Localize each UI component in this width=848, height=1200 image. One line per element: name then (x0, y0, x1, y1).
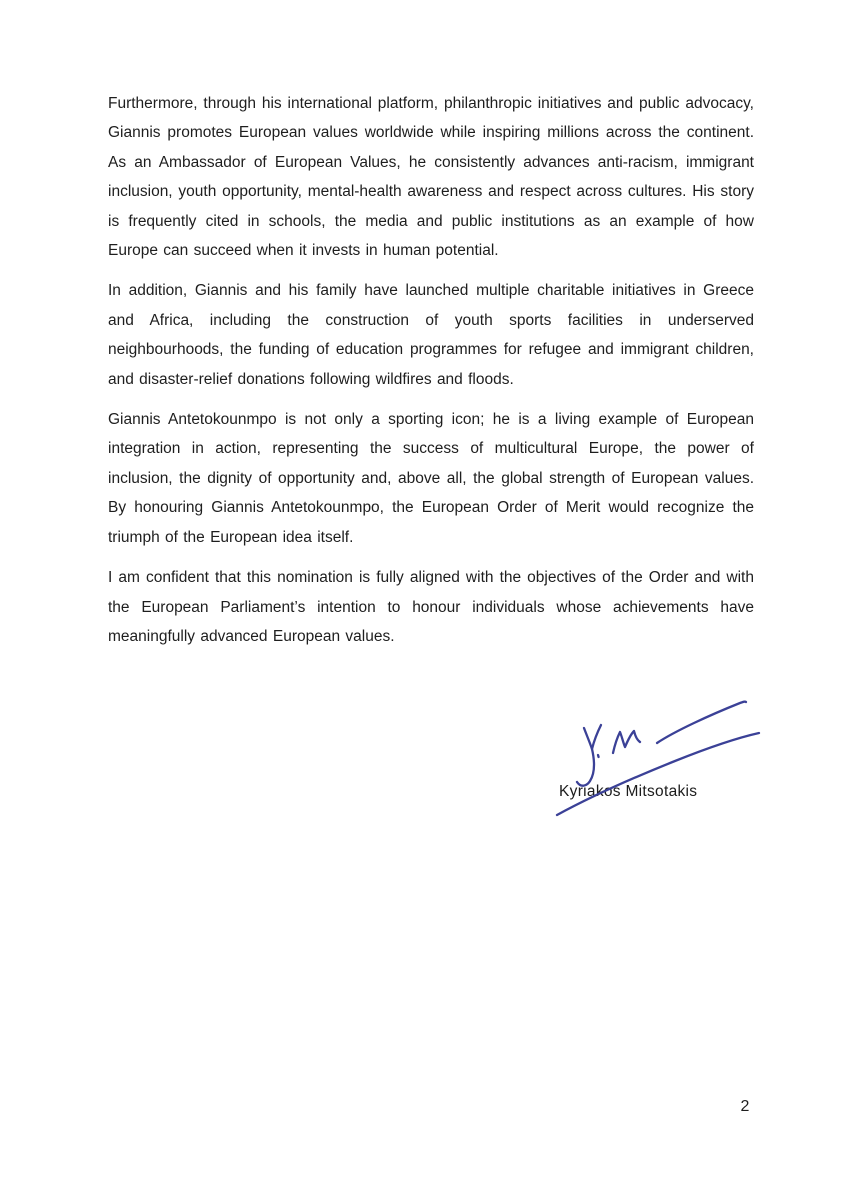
page-number: 2 (740, 1098, 750, 1115)
paragraph-3: Giannis Antetokounmpo is not only a sporting icon; he is a living example of European integration in action, representing the success of multicultural Europe, the power of inclusion, the dignity of opportunity and, above all, the global strength of European values. By honouring Giannis Antetokounmpo, the European Order of Merit would recognize the triumph of the European idea itself. (108, 411, 754, 546)
signature-block (545, 683, 790, 823)
signatory-name: Kyriakos Mitsotakis (559, 783, 698, 800)
paragraph-2: In addition, Giannis and his family have launched multiple charitable initiatives in Greece and Africa, including the construction of youth sports facilities in underserved neighbourhoods, the funding of education programmes for refugee and immigrant children, and disaster-relief donations following wildfires and floods. (108, 282, 754, 388)
letter-body (108, 89, 754, 662)
paragraph-1: Furthermore, through his international platform, philanthropic initiatives and public advocacy, Giannis promotes European values worldwide while inspiring millions across the continent. As an Ambassador of European Values, he consistently advances anti-racism, immigrant inclusion, youth opportunity, mental-health awareness and respect across cultures. His story is frequently cited in schools, the media and public institutions as an example of how Europe can succeed when it invests in human potential. (108, 95, 754, 260)
paragraph-4: I am confident that this nomination is fully aligned with the objectives of the Order and with the European Parliament’s intention to honour individuals whose achievements have meaningfully advanced European values. (108, 569, 754, 645)
signature-handwriting-icon (545, 683, 790, 823)
